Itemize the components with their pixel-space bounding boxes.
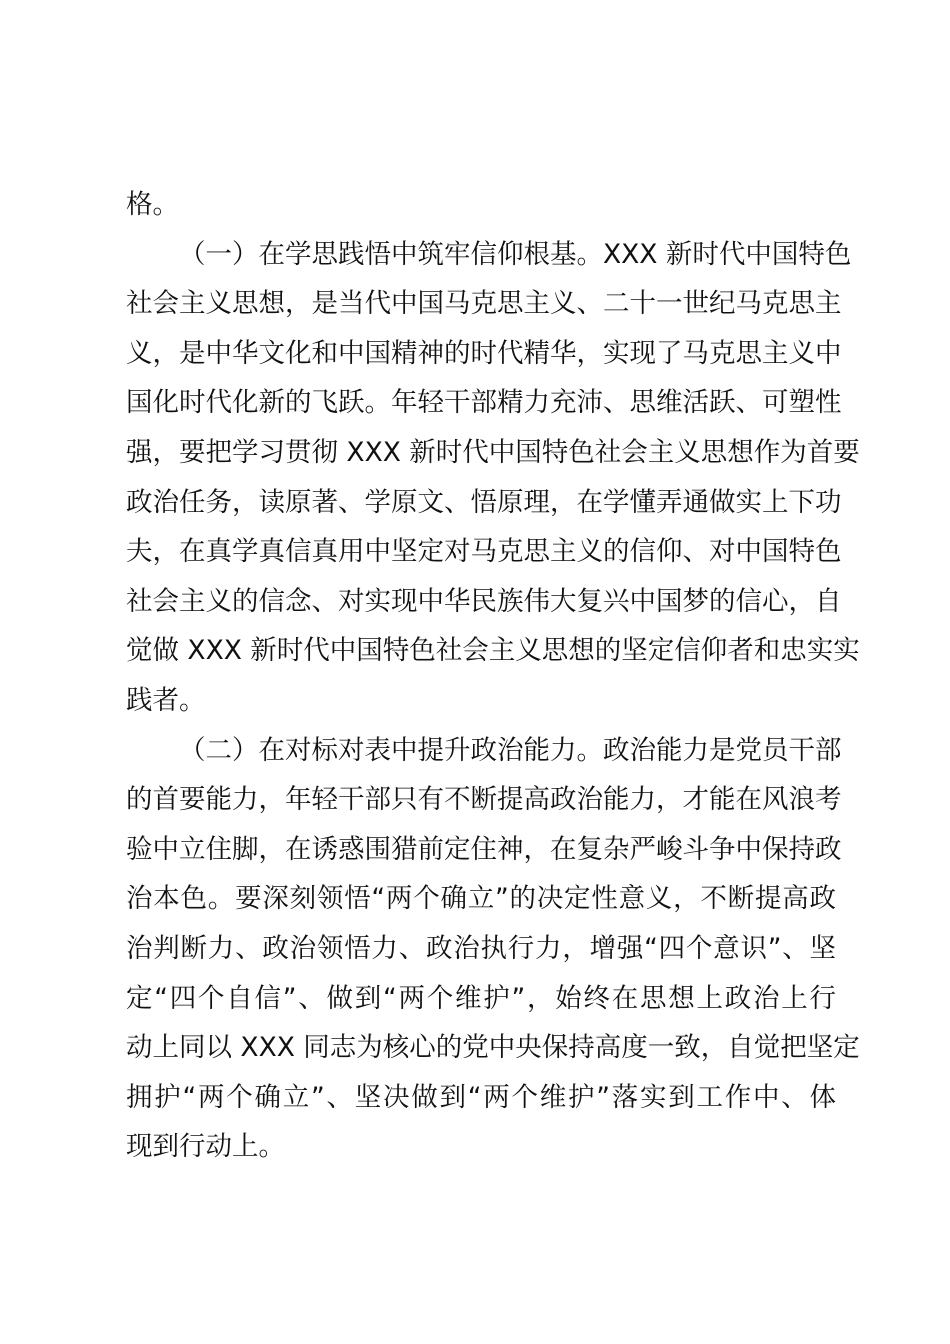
text-line: 觉做 XXX 新时代中国特色社会主义思想的坚定信仰者和忠实实 (126, 635, 860, 667)
text-line: 验中立住脚，在诱惑围猎前定住神，在复杂严峻斗争中保持政 (126, 833, 842, 865)
section-heading-line: （一）在学思践悟中筑牢信仰根基。XXX 新时代中国特色 (179, 238, 852, 270)
text-line: 的首要能力，年轻干部只有不断提高政治能力，才能在风浪考 (126, 784, 842, 816)
document-body (126, 180, 860, 1172)
text-line: 拥护“两个确立”、坚决做到“两个维护”落实到工作中、体 (126, 1081, 836, 1113)
text-line: 夫，在真学真信真用中坚定对马克思主义的信仰、对中国特色 (126, 536, 842, 568)
text-line: 践者。 (126, 684, 206, 716)
text-line: 国化时代化新的飞跃。年轻干部精力充沛、思维活跃、可塑性 (126, 387, 842, 419)
text-line: 定“四个自信”、做到“两个维护”，始终在思想上政治上行 (126, 982, 836, 1014)
text-line: 义，是中华文化和中国精神的时代精华，实现了马克思主义中 (126, 337, 842, 369)
text-line: 动上同以 XXX 同志为核心的党中央保持高度一致，自觉把坚定 (126, 1032, 860, 1064)
text-line: 社会主义思想，是当代中国马克思主义、二十一世纪马克思主 (126, 288, 842, 320)
text-line: 社会主义的信念、对实现中华民族伟大复兴中国梦的信心，自 (126, 585, 842, 617)
text-line: 治判断力、政治领悟力、政治执行力，增强“四个意识”、坚 (126, 932, 836, 964)
text-line: 格。 (126, 189, 179, 220)
text-line: 治本色。要深刻领悟“两个确立”的决定性意义，不断提高政 (126, 883, 836, 915)
section-heading-line: （二）在对标对表中提升政治能力。政治能力是党员干部 (179, 734, 842, 766)
text-line: 强，要把学习贯彻 XXX 新时代中国特色社会主义思想作为首要 (126, 436, 860, 468)
text-line: 现到行动上。 (126, 1131, 285, 1163)
text-line: 政治任务，读原著、学原文、悟原理，在学懂弄通做实上下功 (126, 486, 842, 518)
